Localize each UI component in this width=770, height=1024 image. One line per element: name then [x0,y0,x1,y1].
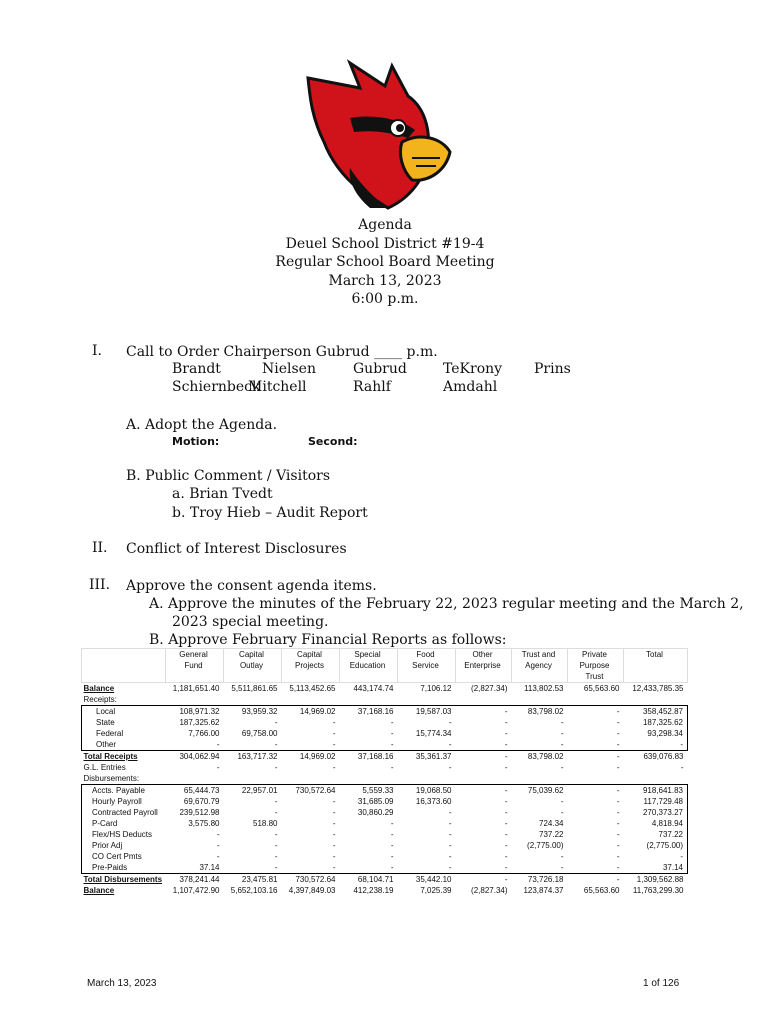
amount-cell: - [332,797,336,806]
amount-cell: 65,563.60 [583,886,620,895]
member-name: Prins [534,361,571,377]
member-name: Amdahl [443,379,498,395]
amount-cell: - [504,797,508,806]
amount-cell: - [680,763,684,772]
header-cell: Capital Outlay [224,649,282,683]
amount-cell: - [332,830,336,839]
amount-cell: - [332,718,336,727]
member-name: Gubrud [353,361,407,377]
member-name: TeKrony [443,361,503,377]
header-cell: General Fund [166,649,224,683]
amount-cell: 22,957.01 [224,785,282,797]
amount-cell: - [624,739,688,751]
amount-cell: 737.22 [624,829,688,840]
amount-cell: 19,068.50 [398,785,456,797]
amount-cell [224,694,282,706]
amount-cell: 14,969.02 [282,751,340,763]
row-label: P-Card [82,818,166,829]
amount-cell: - [274,863,278,872]
amount-cell: 16,373.60 [415,797,452,806]
amount-cell: 270,373.27 [624,807,688,818]
disbursement-row [82,851,688,862]
motion-label: Motion: [172,435,220,448]
row-label: Balance [83,886,115,895]
amount-cell: 1,181,651.40 [172,684,220,693]
disbursement-row [82,818,688,829]
agenda-title: Agenda [358,217,412,233]
header-cell: Private Purpose Trust [568,649,624,683]
amount-cell: - [274,740,278,749]
amount-cell: 69,670.79 [183,797,220,806]
member-name: Rahlf [353,379,391,395]
amount-cell: - [456,706,512,718]
amount-cell: - [448,852,452,861]
amount-cell: - [504,841,508,850]
amount-cell: - [390,729,394,738]
amount-cell: 35,442.10 [398,874,456,886]
amount-cell: - [448,740,452,749]
receipt-row [82,728,688,739]
amount-cell: 5,113,452.65 [289,684,336,693]
amount-cell: - [332,763,336,772]
disbursement-row [82,785,688,797]
amount-cell: 5,652,103.16 [230,886,278,895]
amount-cell: - [448,819,452,828]
meeting-time: 6:00 p.m. [351,291,419,307]
amount-cell: - [616,852,620,861]
amount-cell: - [616,763,620,772]
amount-cell [456,773,512,785]
amount-cell: - [390,830,394,839]
header-cell: Trust and Agency [512,649,568,683]
amount-cell: 5,511,861.65 [231,684,278,693]
receipt-row [82,706,688,718]
amount-cell: - [216,852,220,861]
amount-cell: - [274,841,278,850]
amount-cell: - [616,740,620,749]
amount-cell: 65,563.60 [583,684,620,693]
amount-cell: 730,572.64 [282,785,340,797]
header-cell: Food Service [398,649,456,683]
amount-cell: 3,575.80 [188,819,220,828]
amount-cell: - [274,808,278,817]
amount-cell: 358,452.87 [624,706,688,718]
amount-cell: - [448,863,452,872]
row-label: CO Cert Pmts [82,851,166,862]
amount-cell: 737.22 [539,830,564,839]
amount-cell: 7,106.12 [420,684,452,693]
disbursement-row [82,829,688,840]
amount-cell: - [274,830,278,839]
cardinal-logo [290,58,452,210]
amount-cell: 5,559.33 [340,785,398,797]
amount-cell [282,694,340,706]
amount-cell: - [504,819,508,828]
amount-cell: 37,168.16 [340,706,398,718]
total-disbursements-row [82,874,688,886]
row-label: Balance [83,684,115,693]
amount-cell: 14,969.02 [282,706,340,718]
amount-cell: - [560,740,564,749]
amount-cell: 19,587.03 [398,706,456,718]
amount-cell: (2,775.00) [527,841,564,850]
amount-cell: 69,758.00 [241,729,278,738]
row-label: Prior Adj [82,840,166,851]
amount-cell: - [456,785,512,797]
amount-cell: - [332,729,336,738]
amount-cell: 65,444.73 [166,785,224,797]
amount-cell: - [560,863,564,872]
header-cell: Special Education [340,649,398,683]
amount-cell: 730,572.64 [282,874,340,886]
amount-cell: - [616,863,620,872]
second-label: Second: [308,435,358,448]
amount-cell: - [616,830,620,839]
amount-cell: - [332,863,336,872]
balance-end-row [82,885,688,896]
amount-cell: - [332,841,336,850]
amount-cell: - [560,729,564,738]
amount-cell: 83,798.02 [512,706,568,718]
amount-cell: - [504,863,508,872]
amount-cell: 7,025.39 [420,886,452,895]
amount-cell [340,773,398,785]
amount-cell [340,694,398,706]
amount-cell: - [332,852,336,861]
amount-cell: - [390,841,394,850]
amount-cell: 93,298.34 [624,728,688,739]
amount-cell: 443,174.74 [353,684,394,693]
amount-cell: - [568,751,624,763]
approve-financials: B. Approve February Financial Reports as follows: [149,632,507,648]
amount-cell: 239,512.98 [179,808,220,817]
consent-agenda: Approve the consent agenda items. [126,578,377,594]
receipts-label-row [82,694,688,706]
amount-cell: 412,238.19 [353,886,394,895]
row-label: Pre-Paids [82,862,166,874]
amount-cell: - [560,808,564,817]
amount-cell: - [332,819,336,828]
public-comment: B. Public Comment / Visitors [126,468,331,484]
amount-cell: - [216,841,220,850]
amount-cell: 639,076.83 [624,751,688,763]
amount-cell: - [448,830,452,839]
amount-cell: 724.34 [539,819,564,828]
amount-cell: - [560,718,564,727]
amount-cell [398,694,456,706]
amount-cell: 187,325.62 [624,717,688,728]
row-label: Other [82,739,166,751]
row-label: Hourly Payroll [82,796,166,807]
conflict-of-interest: Conflict of Interest Disclosures [126,541,347,557]
gl-entries-row [82,762,688,773]
amount-cell [624,773,688,785]
meeting-date: March 13, 2023 [328,272,442,289]
receipt-row [82,717,688,728]
amount-cell: - [390,763,394,772]
receipt-row [82,739,688,751]
amount-cell: - [568,874,624,886]
amount-cell: 15,774.34 [415,729,452,738]
amount-cell: 35,361.37 [398,751,456,763]
disbursement-row [82,807,688,818]
visitor-item: a. Brian Tvedt [172,486,273,502]
amount-cell: 23,475.81 [224,874,282,886]
amount-cell: 378,241.44 [166,874,224,886]
amount-cell [568,694,624,706]
amount-cell: - [560,763,564,772]
amount-cell: - [504,830,508,839]
amount-cell: - [390,718,394,727]
amount-cell: - [390,852,394,861]
amount-cell: 73,726.18 [512,874,568,886]
disbursement-row [82,796,688,807]
amount-cell: - [274,718,278,727]
amount-cell: - [568,785,624,797]
amount-cell: - [390,819,394,828]
agenda-header [0,216,770,309]
amount-cell [512,773,568,785]
amount-cell: - [616,841,620,850]
amount-cell: - [332,740,336,749]
call-to-order: Call to Order Chairperson Gubrud ____ p.m. [126,344,438,360]
amount-cell: - [568,706,624,718]
amount-cell: - [616,808,620,817]
header-cell [82,649,166,683]
amount-cell: - [332,808,336,817]
row-label: Local [82,706,166,718]
row-label: State [82,717,166,728]
section-3-number: III. [89,577,111,593]
amount-cell: 518.80 [253,819,278,828]
amount-cell: - [504,740,508,749]
amount-cell: 68,104.71 [340,874,398,886]
amount-cell: 75,039.62 [512,785,568,797]
amount-cell: 12,433,785.35 [632,684,684,693]
row-label: G.L. Entries [83,763,126,772]
amount-cell: - [616,819,620,828]
amount-cell: - [274,763,278,772]
amount-cell: (2,775.00) [624,840,688,851]
amount-cell: - [448,808,452,817]
amount-cell [224,773,282,785]
balance-start-row [82,683,688,695]
amount-cell [456,694,512,706]
header-cell: Total [624,649,688,683]
amount-cell: - [504,808,508,817]
adopt-agenda: A. Adopt the Agenda. [126,417,278,433]
row-label: Receipts: [83,695,117,704]
amount-cell: - [616,797,620,806]
member-name: Brandt [172,361,221,377]
amount-cell: 31,685.09 [357,797,394,806]
amount-cell: 83,798.02 [512,751,568,763]
amount-cell: 37.14 [624,862,688,874]
approve-minutes: A. Approve the minutes of the February 22, 2023 regular meeting and the March 2, [149,596,744,612]
header-cell: Other Enterprise [456,649,512,683]
amount-cell: 123,874.37 [523,886,564,895]
amount-cell: - [216,763,220,772]
amount-cell: - [390,740,394,749]
disbursements-label-row [82,773,688,785]
visitor-item: b. Troy Hieb – Audit Report [172,505,368,521]
amount-cell [568,773,624,785]
amount-cell [166,773,224,785]
table-header-row [82,649,688,683]
amount-cell: - [274,852,278,861]
amount-cell: - [504,729,508,738]
amount-cell: (2,827.34) [471,684,508,693]
amount-cell: - [504,718,508,727]
amount-cell: 304,062.94 [166,751,224,763]
footer-date: March 13, 2023 [87,978,157,989]
amount-cell: - [448,841,452,850]
disbursement-row [82,840,688,851]
amount-cell: - [390,863,394,872]
section-1-number: I. [92,343,102,359]
member-name: Mitchell [248,379,307,395]
amount-cell: - [504,852,508,861]
page-number: 1 of 126 [643,978,680,989]
amount-cell: 117,729.48 [624,796,688,807]
member-name: Nielsen [262,361,316,377]
amount-cell: - [624,851,688,862]
amount-cell [282,773,340,785]
amount-cell: - [216,740,220,749]
amount-cell: - [448,718,452,727]
row-label: Disbursements: [83,774,140,783]
meeting-type: Regular School Board Meeting [275,254,495,270]
approve-minutes-cont: 2023 special meeting. [172,614,329,630]
disbursement-row [82,862,688,874]
row-label: Federal [82,728,166,739]
amount-cell: 37.14 [199,863,220,872]
row-label: Flex/HS Deducts [82,829,166,840]
row-label: Total Disbursements [82,874,166,886]
amount-cell: - [616,729,620,738]
amount-cell: 30,860.29 [357,808,394,817]
amount-cell [398,773,456,785]
amount-cell: - [456,874,512,886]
section-2-number: II. [92,540,108,556]
row-label: Contracted Payroll [82,807,166,818]
amount-cell: (2,827.34) [471,886,508,895]
row-label: Accts. Payable [82,785,166,797]
member-name: Schiernbeck [172,379,261,395]
amount-cell: - [504,763,508,772]
amount-cell: 4,397,849.03 [288,886,336,895]
amount-cell: 1,107,472.90 [172,886,220,895]
amount-cell: - [616,718,620,727]
amount-cell: 1,309,562.88 [624,874,688,886]
amount-cell: 7,766.00 [188,729,220,738]
amount-cell: 163,717.32 [224,751,282,763]
amount-cell [624,694,688,706]
amount-cell: 187,325.62 [179,718,220,727]
financial-report-table [81,648,688,896]
amount-cell: - [560,852,564,861]
header-cell: Capital Projects [282,649,340,683]
amount-cell [512,694,568,706]
amount-cell [166,694,224,706]
amount-cell: - [456,751,512,763]
amount-cell: - [274,797,278,806]
total-receipts-row [82,751,688,763]
district-name: Deuel School District #19-4 [285,235,485,252]
amount-cell: 4,818.94 [624,818,688,829]
amount-cell: 108,971.32 [166,706,224,718]
amount-cell: 37,168.16 [340,751,398,763]
amount-cell: 918,641.83 [624,785,688,797]
amount-cell: 113,802.53 [524,684,564,693]
amount-cell: 11,763,299.30 [632,886,684,895]
amount-cell: - [448,763,452,772]
amount-cell: - [216,830,220,839]
row-label: Total Receipts [82,751,166,763]
board-member-names [0,361,770,401]
amount-cell: 93,959.32 [224,706,282,718]
amount-cell: - [560,797,564,806]
